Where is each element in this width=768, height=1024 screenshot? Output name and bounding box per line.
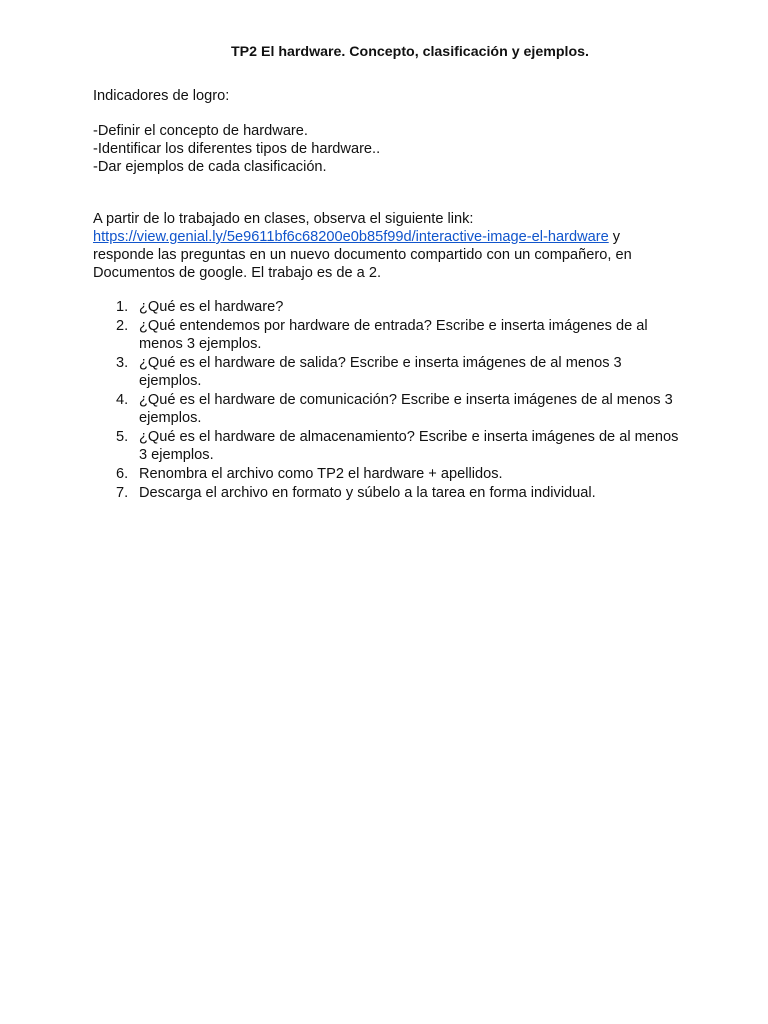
- questions-list: [93, 298, 683, 503]
- question-item: [93, 298, 683, 316]
- intro-text-rest: responde las preguntas en un nuevo documento compartido con un compañero, en Documentos de google. El trabajo es de a 2.: [93, 247, 632, 281]
- indicators-heading: Indicadores de logro:: [93, 88, 230, 104]
- question-text: Renombra el archivo como TP2 el hardware + apellidos.: [139, 466, 503, 482]
- question-number: 7.: [116, 485, 129, 501]
- question-number: 5.: [116, 429, 129, 445]
- intro-paragraph: [93, 210, 633, 282]
- intro-text: A partir de lo trabajado en clases, observa el siguiente link:: [93, 211, 474, 227]
- question-text: ¿Qué es el hardware de salida? Escribe e inserta imágenes de al menos 3 ejemplos.: [139, 355, 622, 389]
- question-text: ¿Qué entendemos por hardware de entrada? Escribe e inserta imágenes de al menos 3 ejemplos.: [139, 318, 648, 352]
- question-item: [93, 354, 683, 390]
- genially-link[interactable]: https://view.genial.ly/5e9611bf6c68200e0b85f99d/interactive-image-el-hardware: [93, 229, 609, 245]
- indicator-item: -Dar ejemplos de cada clasificación.: [93, 159, 327, 175]
- question-text: ¿Qué es el hardware de comunicación? Escribe e inserta imágenes de al menos 3 ejemplos.: [139, 392, 673, 426]
- question-number: 1.: [116, 299, 129, 315]
- indicators-list: [93, 122, 653, 176]
- question-text: ¿Qué es el hardware?: [139, 299, 284, 315]
- question-text: Descarga el archivo en formato y súbelo a la tarea en forma individual.: [139, 485, 596, 501]
- indicator-item: -Definir el concepto de hardware.: [93, 123, 308, 139]
- question-item: [93, 391, 683, 427]
- question-item: [93, 428, 683, 464]
- document-title: TP2 El hardware. Concepto, clasificación y ejemplos.: [231, 44, 589, 60]
- indicator-item: -Identificar los diferentes tipos de hardware..: [93, 141, 381, 157]
- question-item: [93, 317, 683, 353]
- question-number: 6.: [116, 466, 129, 482]
- question-number: 2.: [116, 318, 129, 334]
- question-number: 4.: [116, 392, 129, 408]
- intro-text-after-link: y: [608, 229, 621, 245]
- question-number: 3.: [116, 355, 129, 371]
- question-item: [93, 484, 683, 502]
- question-item: [93, 465, 683, 483]
- question-text: ¿Qué es el hardware de almacenamiento? Escribe e inserta imágenes de al menos 3 ejemplos.: [139, 429, 679, 463]
